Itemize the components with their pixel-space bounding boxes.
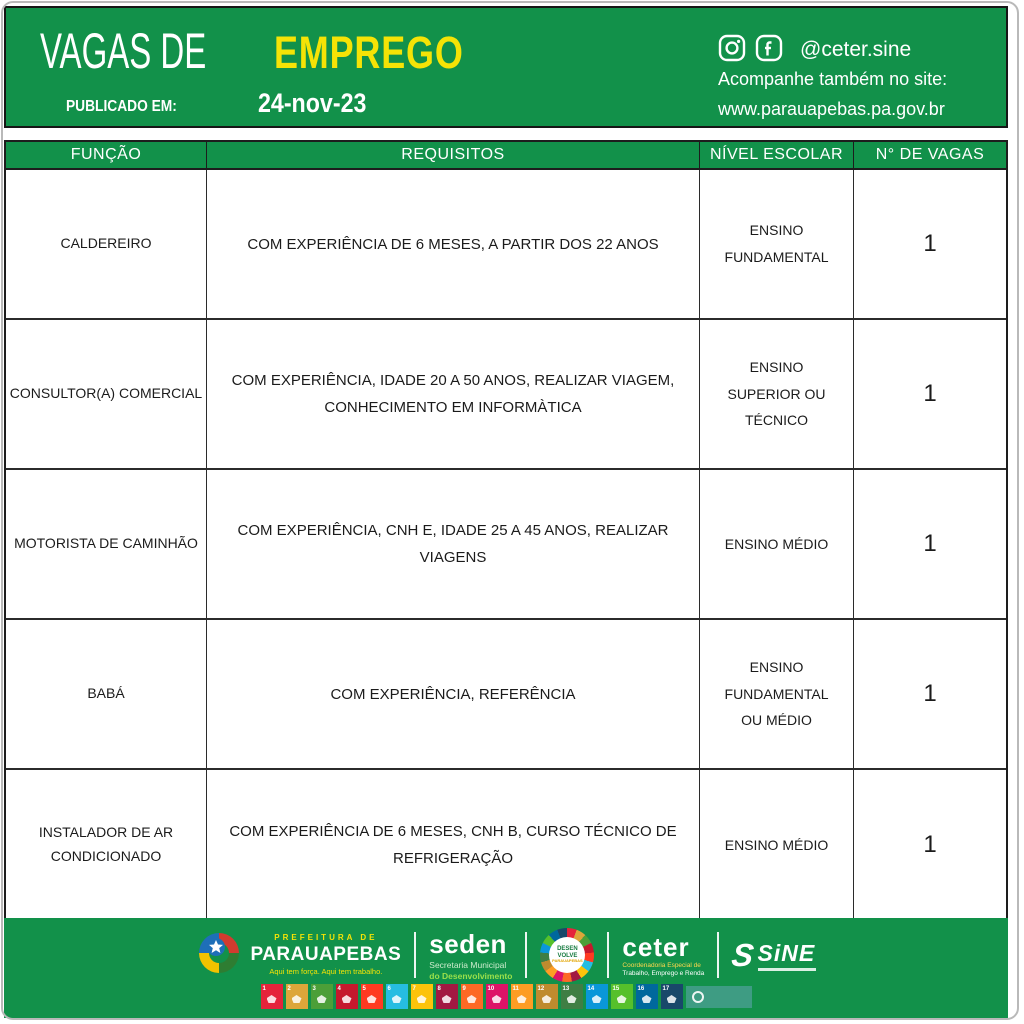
- prefeitura-swirl-icon: [196, 930, 242, 981]
- table-cell-requisitos: COM EXPERIÊNCIA, CNH E, IDADE 25 A 45 ANOS, REALIZAR VIAGENS: [207, 470, 700, 620]
- header-banner: [4, 6, 1008, 128]
- sdg-tile: 7: [411, 984, 433, 1009]
- desenvolve-line2: VOLVE: [557, 952, 578, 959]
- sdg-wide-badge: [686, 986, 752, 1008]
- table-cell-requisitos: COM EXPERIÊNCIA DE 6 MESES, A PARTIR DOS 22 ANOS: [207, 170, 700, 320]
- sdg-tile: 15: [611, 984, 633, 1009]
- sine-subtitle-bar: [758, 968, 816, 971]
- column-header-nivel-escolar: NÍVEL ESCOLAR: [700, 142, 854, 170]
- table-cell-funcao: BABÁ: [6, 620, 207, 770]
- facebook-icon: [755, 34, 783, 67]
- table-cell-funcao: CALDEREIRO: [6, 170, 207, 320]
- sdg-tile: 2: [286, 984, 308, 1009]
- table-cell-nivel: ENSINO FUNDAMENTAL: [700, 170, 854, 320]
- sdg-row: [4, 984, 1008, 1009]
- logo-divider: [525, 932, 527, 978]
- table-cell-nivel: ENSINO SUPERIOR OU TÉCNICO: [700, 320, 854, 470]
- follow-site-text: Acompanhe também no site:: [718, 69, 948, 89]
- seden-subtitle-1: Secretaria Municipal: [429, 960, 507, 971]
- social-handle: @ceter.sine: [800, 38, 912, 61]
- table-cell-vagas: 1: [854, 620, 1006, 770]
- footer-logos: [4, 928, 1008, 982]
- desenvolve-line3: PARAUAPEBAS: [552, 958, 583, 964]
- table-cell-nivel: ENSINO MÉDIO: [700, 470, 854, 620]
- table-cell-funcao: CONSULTOR(A) COMERCIAL: [6, 320, 207, 470]
- table-cell-vagas: 1: [854, 470, 1006, 620]
- site-url: www.parauapebas.pa.gov.br: [718, 99, 945, 119]
- table-cell-requisitos: COM EXPERIÊNCIA DE 6 MESES, CNH B, CURSO TÉCNICO DE REFRIGERAÇÃO: [207, 770, 700, 920]
- seden-logo: [429, 929, 512, 981]
- prefeitura-tagline: Aqui tem força. Aqui tem trabalho.: [269, 967, 383, 977]
- sdg-tile: 11: [511, 984, 533, 1009]
- table-cell-vagas: 1: [854, 320, 1006, 470]
- sdg-tile: 4: [336, 984, 358, 1009]
- seden-subtitle-2: do Desenvolvimento: [429, 970, 513, 981]
- sdg-tile: 1: [261, 984, 283, 1009]
- sdg-tile: 8: [436, 984, 458, 1009]
- ceter-subtitle-2: Trabalho, Emprego e Renda: [622, 969, 705, 977]
- sdg-tile: 10: [486, 984, 508, 1009]
- page-title-highlight: EMPREGO: [274, 27, 464, 78]
- table-cell-nivel: ENSINO FUNDAMENTAL OU MÉDIO: [700, 620, 854, 770]
- page-title-prefix: VAGAS DE: [40, 23, 207, 79]
- published-date: 24-nov-23: [258, 88, 367, 118]
- column-header-funcao: FUNÇÃO: [6, 142, 207, 170]
- logo-divider: [414, 932, 416, 978]
- table-cell-requisitos: COM EXPERIÊNCIA, IDADE 20 A 50 ANOS, REALIZAR VIAGEM, CONHECIMENTO EM INFORMÀTICA: [207, 320, 700, 470]
- ceter-logo: [622, 933, 704, 978]
- sdg-tile: 3: [311, 984, 333, 1009]
- table-cell-funcao: INSTALADOR DE AR CONDICIONADO: [6, 770, 207, 920]
- sdg-tile: 9: [461, 984, 483, 1009]
- seden-name: seden: [429, 929, 507, 960]
- table-cell-vagas: 1: [854, 770, 1006, 920]
- footer-banner: [4, 918, 1008, 1018]
- ceter-subtitle-1: Coordenadoria Especial de: [622, 962, 701, 970]
- prefeitura-line1: PREFEITURA DE: [274, 933, 378, 943]
- logo-divider: [607, 932, 609, 978]
- desenvolve-line1: DESEN: [557, 946, 578, 953]
- sdg-tile: 17: [661, 984, 683, 1009]
- sdg-tile: 12: [536, 984, 558, 1009]
- table-cell-funcao: MOTORISTA DE CAMINHÃO: [6, 470, 207, 620]
- logo-divider: [717, 932, 719, 978]
- sdg-tile: 16: [636, 984, 658, 1009]
- sine-s-icon: S: [729, 936, 757, 973]
- sdg-tile: 14: [586, 984, 608, 1009]
- desenvolve-parauapebas-wheel-logo: [540, 928, 594, 982]
- column-header-n-de-vagas: N° DE VAGAS: [854, 142, 1006, 170]
- social-icons: [718, 34, 783, 67]
- table-cell-vagas: 1: [854, 170, 1006, 320]
- sdg-tile: 5: [361, 984, 383, 1009]
- instagram-icon: [718, 34, 746, 67]
- sine-name: SiNE: [757, 939, 816, 966]
- ceter-name: ceter: [622, 931, 690, 962]
- sdg-tile: 13: [561, 984, 583, 1009]
- table-cell-nivel: ENSINO MÉDIO: [700, 770, 854, 920]
- prefeitura-parauapebas-logo: [196, 930, 401, 981]
- prefeitura-name: PARAUAPEBAS: [250, 944, 402, 966]
- sine-logo: [729, 936, 816, 974]
- sdg-tile: 6: [386, 984, 408, 1009]
- vacancies-table: [4, 140, 1008, 922]
- table-cell-requisitos: COM EXPERIÊNCIA, REFERÊNCIA: [207, 620, 700, 770]
- published-label: PUBLICADO EM:: [66, 98, 177, 115]
- column-header-requisitos: REQUISITOS: [207, 142, 700, 170]
